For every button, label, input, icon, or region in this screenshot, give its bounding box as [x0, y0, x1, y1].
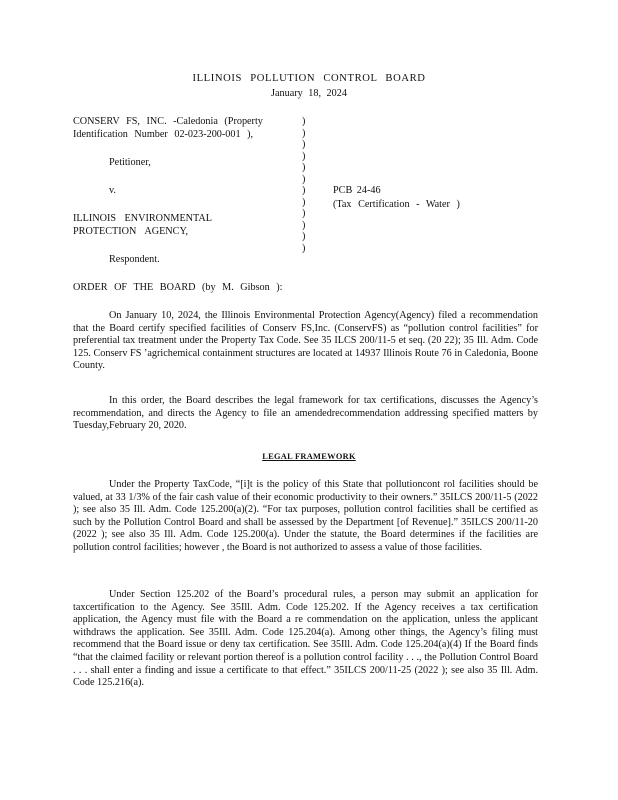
petitioner-role: Petitioner, — [109, 157, 151, 168]
petitioner-name-line1: CONSERV FS, INC. -Caledonia (Property — [73, 116, 263, 127]
versus-label: v. — [109, 185, 116, 196]
respondent-name-line2: PROTECTION AGENCY, — [73, 226, 189, 237]
caption-divider: ) ) ) ) ) ) ) ) ) ) ) ) — [302, 116, 306, 254]
paragraph-3: Under the Property TaxCode, “[i]t is the policy of this State that pollutioncont rol facilities should be valued, at 33 1/3% of the fair cash value of their economic productivity to their owners.” 35ILCS 200/11-5 (2022 ); see also 35 Ill. Adm. Code 125.200(a)(2). “For tax purposes, pollution control facilities shall be certified as such by the Pollution Control Board and shall be assessed by the Department [of Revenue].” 35ILCS 200/11-20 (2022 ); see also 35 Ill. Adm. Code 125.200(a). Under the statute, the Board determines if the facilities are pollution control facilities; however , the Board is not authorized to assess a value of those facilities. — [73, 479, 538, 553]
section-heading: LEGAL FRAMEWORK — [262, 452, 356, 461]
respondent-role: Respondent. — [109, 254, 160, 265]
order-date: January 18, 2024 — [271, 88, 347, 99]
paragraph-1: On January 10, 2024, the Illinois Environmental Protection Agency(Agency) filed a recommendation that the Board certify specified facilities of Conserv FS,Inc. (ConservFS) as “pollution control facilities” for preferential tax treatment under the Property Tax Code. See 35 ILCS 200/11-5 et seq. (20 22); 35 Ill. Adm. Code 125. Conserv FS ’agrichemical containment structures are located at 14937 Illinois Route 76 in Caledonia, Boone County. — [73, 310, 538, 372]
respondent-name-line1: ILLINOIS ENVIRONMENTAL — [73, 213, 213, 224]
board-name: ILLINOIS POLLUTION CONTROL BOARD — [192, 73, 426, 84]
case-type: (Tax Certification - Water ) — [333, 199, 460, 210]
petitioner-name-line2: Identification Number 02-023-200-001 ), — [73, 129, 254, 140]
order-title: ORDER OF THE BOARD (by M. Gibson ): — [73, 282, 283, 293]
paragraph-4: Under Section 125.202 of the Board’s procedural rules, a person may submit an application for taxcertification to the Agency. See 35Ill. Adm. Code 125.202. If the Agency receives a tax certification application, the Agency must file with the Board a re commendation on the application, unless the applicant withdraws the application. See 35Ill. Adm. Code 125.204(a). Among other things, the Agency’s filing must recommend that the Board issue or deny tax certification. See 35Ill. Adm. Code 125.204(a)(4) If the Board finds “that the claimed facility or relevant portion thereof is a pollution control facility . . ., the Pollution Control Board . . . shall enter a finding and issue a certificate to that effect.” 35ILCS 200/11-25 (2022 ); see also 35 Ill. Adm. Code 125.216(a). — [73, 589, 538, 689]
case-number: PCB 24-46 — [333, 185, 381, 196]
paragraph-2: In this order, the Board describes the legal framework for tax certifications, discusses the Agency’s recommendation, and directs the Agency to file an amendedrecommendation addressing specified matters by Tuesday,February 20, 2020. — [73, 395, 538, 432]
